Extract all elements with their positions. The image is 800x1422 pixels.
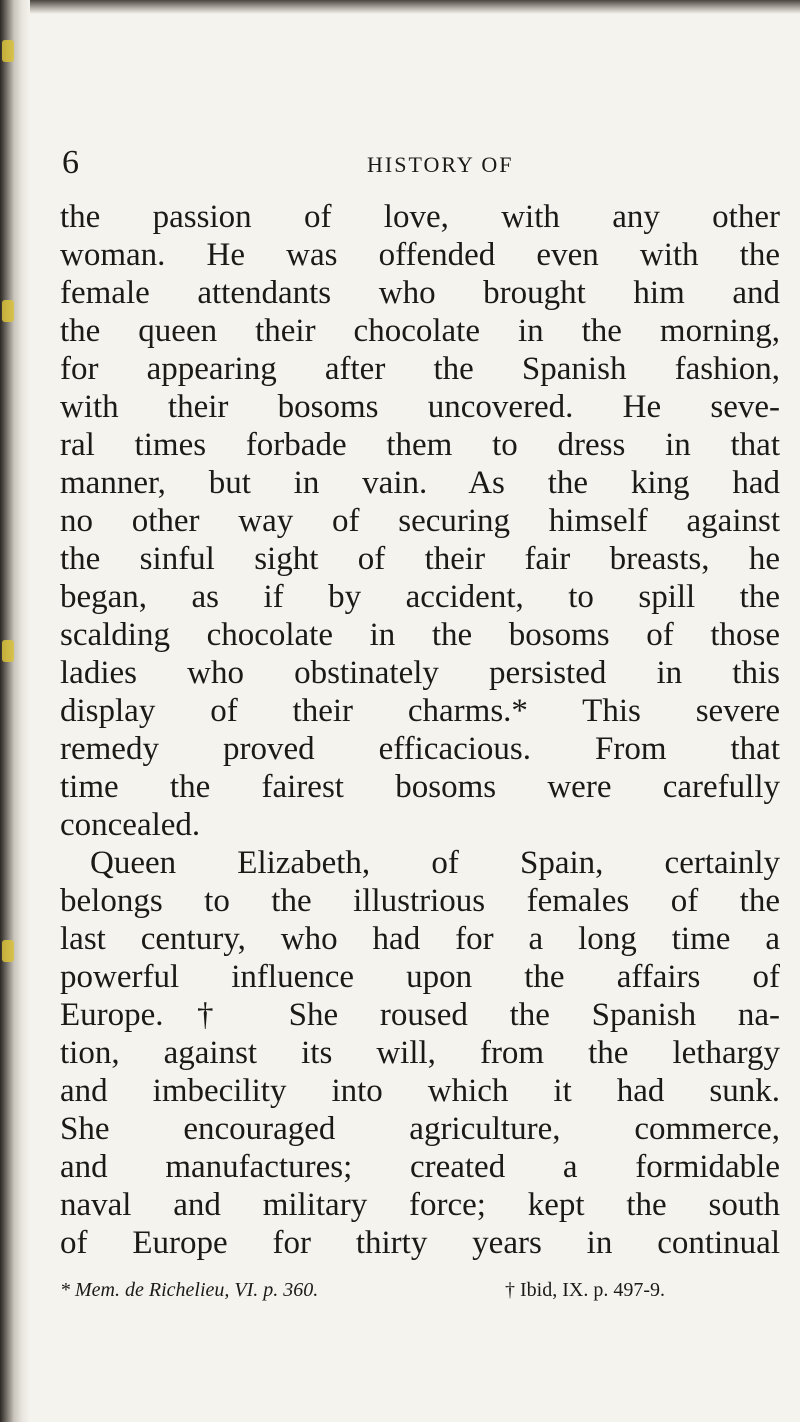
- paragraph-first-line: Queen Elizabeth, of Spain, certainly: [90, 845, 780, 881]
- text-line: naval and military force; kept the south: [60, 1187, 780, 1223]
- text-line: the sinful sight of their fair breasts, he: [60, 541, 780, 577]
- body-text: [60, 198, 780, 1262]
- text-line: for appearing after the Spanish fashion,: [60, 351, 780, 387]
- text-line: the passion of love, with any other: [60, 199, 780, 235]
- text-line: began, as if by accident, to spill the: [60, 579, 780, 615]
- binding-tab-mark: [2, 40, 14, 62]
- text-line: no other way of securing himself against: [60, 503, 780, 539]
- text-line: time the fairest bosoms were carefully: [60, 769, 780, 805]
- page-number: 6: [62, 144, 79, 181]
- footnote-dagger: † Ibid, IX. p. 497-9.: [505, 1279, 665, 1301]
- text-line: display of their charms.* This severe: [60, 693, 780, 729]
- binding-tab-mark: [2, 940, 14, 962]
- footnote-star: * Mem. de Richelieu, VI. p. 360.: [60, 1279, 319, 1301]
- text-line: last century, who had for a long time a: [60, 921, 780, 957]
- text-line: Europe.† She roused the Spanish na-: [60, 997, 780, 1033]
- running-head: HISTORY OF: [367, 152, 514, 177]
- text-line: with their bosoms uncovered. He seve-: [60, 389, 780, 425]
- book-binding-edge: [0, 0, 30, 1422]
- text-line: ral times forbade them to dress in that: [60, 427, 780, 463]
- text-line: female attendants who brought him and: [60, 275, 780, 311]
- text-line: remedy proved efficacious. From that: [60, 731, 780, 767]
- text-line: ladies who obstinately persisted in this: [60, 655, 780, 691]
- binding-tab-mark: [2, 640, 14, 662]
- text-line: and manufactures; created a formidable: [60, 1149, 780, 1185]
- text-line: and imbecility into which it had sunk.: [60, 1073, 780, 1109]
- text-line: belongs to the illustrious females of the: [60, 883, 780, 919]
- text-line: manner, but in vain. As the king had: [60, 465, 780, 501]
- text-line: tion, against its will, from the lethargy: [60, 1035, 780, 1071]
- binding-tab-mark: [2, 300, 14, 322]
- text-line: of Europe for thirty years in continual: [60, 1225, 780, 1261]
- text-line: woman. He was offended even with the: [60, 237, 780, 273]
- text-line: She encouraged agriculture, commerce,: [60, 1111, 780, 1147]
- text-line: the queen their chocolate in the morning,: [60, 313, 780, 349]
- text-line: concealed.: [60, 807, 201, 843]
- text-line: powerful influence upon the affairs of: [60, 959, 780, 995]
- footnotes: [60, 1275, 780, 1305]
- text-line: scalding chocolate in the bosoms of those: [60, 617, 780, 653]
- page-header: [0, 143, 800, 183]
- page-top-edge: [0, 0, 800, 14]
